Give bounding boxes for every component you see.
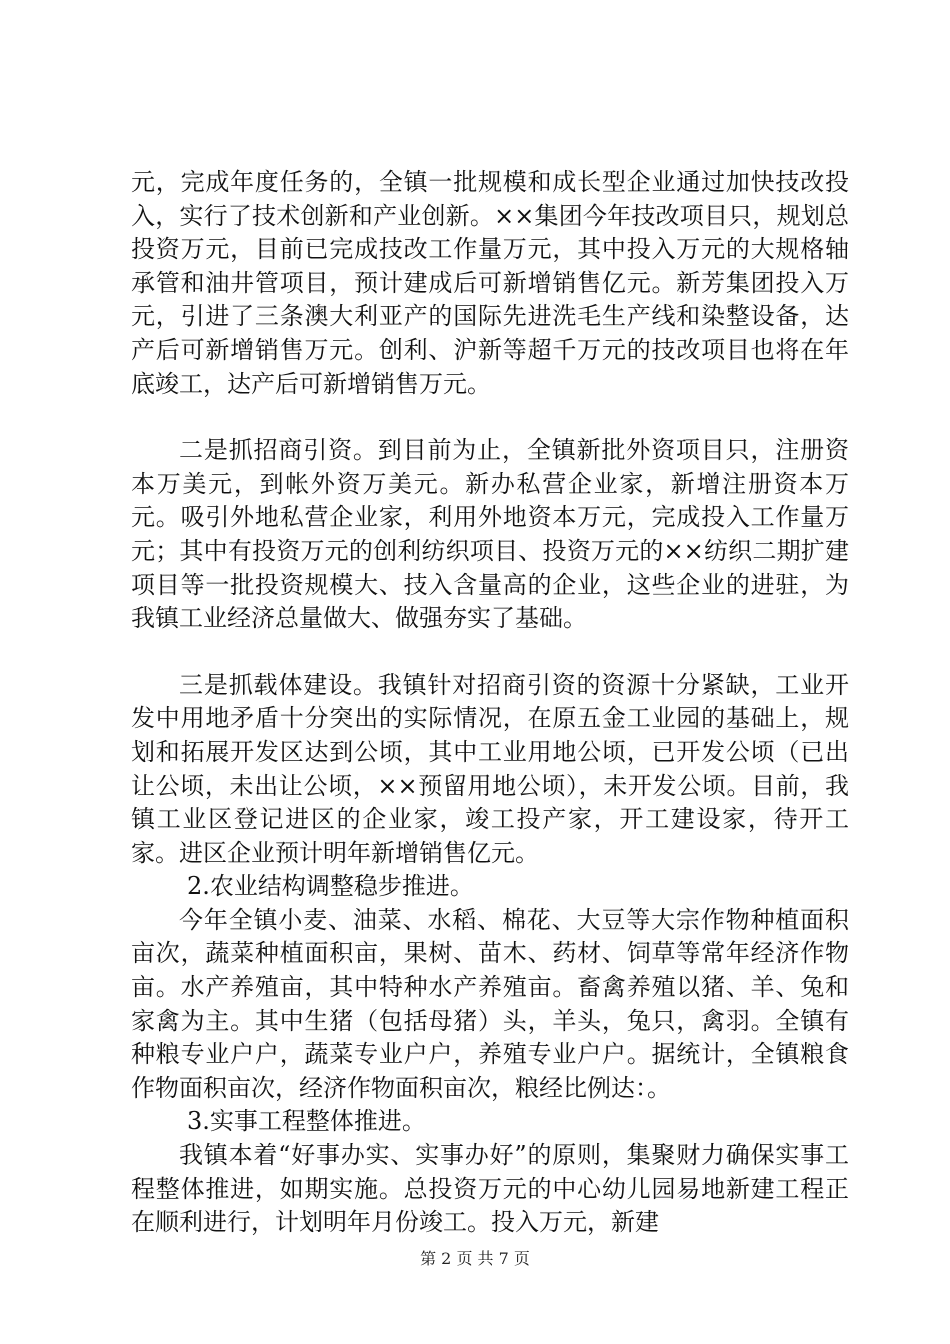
section-heading-agriculture: 2.农业结构调整稳步推进。 xyxy=(187,872,474,901)
document-body xyxy=(131,166,849,1240)
paragraph-investment: 二是抓招商引资。到目前为止，全镇新批外资项目只，注册资本万美元，到帐外资万美元。新办私营企业家，新增注册资本万元。吸引外地私营企业家，利用外地资本万元，完成投入工作量万元；其中有投资万元的创利纺织项目、投资万元的××纺织二期扩建项目等一批投资规模大、技入含量高的企业，这些企业的进驻，为我镇工业经济总量做大、做强夯实了基础。 xyxy=(131,436,849,633)
paragraph-continuation: 元，完成年度任务的，全镇一批规模和成长型企业通过加快技改投入，实行了技术创新和产业创新。××集团今年技改项目只，规划总投资万元，目前已完成技改工作量万元，其中投入万元的大规格轴承管和油井管项目，预计建成后可新增销售亿元。新芳集团投入万元，引进了三条澳大利亚产的国际先进洗毛生产线和染整设备，达产后可新增销售万元。创利、沪新等超千万元的技改项目也将在年底竣工，达产后可新增销售万元。 xyxy=(131,168,849,398)
paragraph-projects: 我镇本着“好事办实、实事办好”的原则，集聚财力确保实事工程整体推进，如期实施。总投资万元的中心幼儿园易地新建工程正在顺利进行，计划明年月份竣工。投入万元，新建 xyxy=(131,1141,849,1237)
paragraph-infrastructure: 三是抓载体建设。我镇针对招商引资的资源十分紧缺，工业开发中用地矛盾十分突出的实际情况，在原五金工业园的基础上，规划和拓展开发区达到公顷，其中工业用地公顷，已开发公顷（已出让公顷，未出让公顷，××预留用地公顷），未开发公顷。目前，我镇工业区登记进区的企业家，竣工投产家，开工建设家，待开工家。进区企业预计明年新增销售亿元。 xyxy=(131,670,849,867)
section-heading-projects: 3.实事工程整体推进。 xyxy=(187,1107,426,1136)
paragraph-agriculture: 今年全镇小麦、油菜、水稻、棉花、大豆等大宗作物种植面积亩次，蔬菜种植面积亩，果树、苗木、药材、饲草等常年经济作物亩。水产养殖亩，其中特种水产养殖亩。畜禽养殖以猪、羊、兔和家禽为主。其中生猪（包括母猪）头，羊头，兔只，禽羽。全镇有种粮专业户户，蔬菜专业户户，养殖专业户户。据统计，全镇粮食作物面积亩次，经济作物面积亩次，粮经比例达：。 xyxy=(131,905,849,1102)
page-number-footer: 第 2 页 共 7 页 xyxy=(420,1249,530,1268)
